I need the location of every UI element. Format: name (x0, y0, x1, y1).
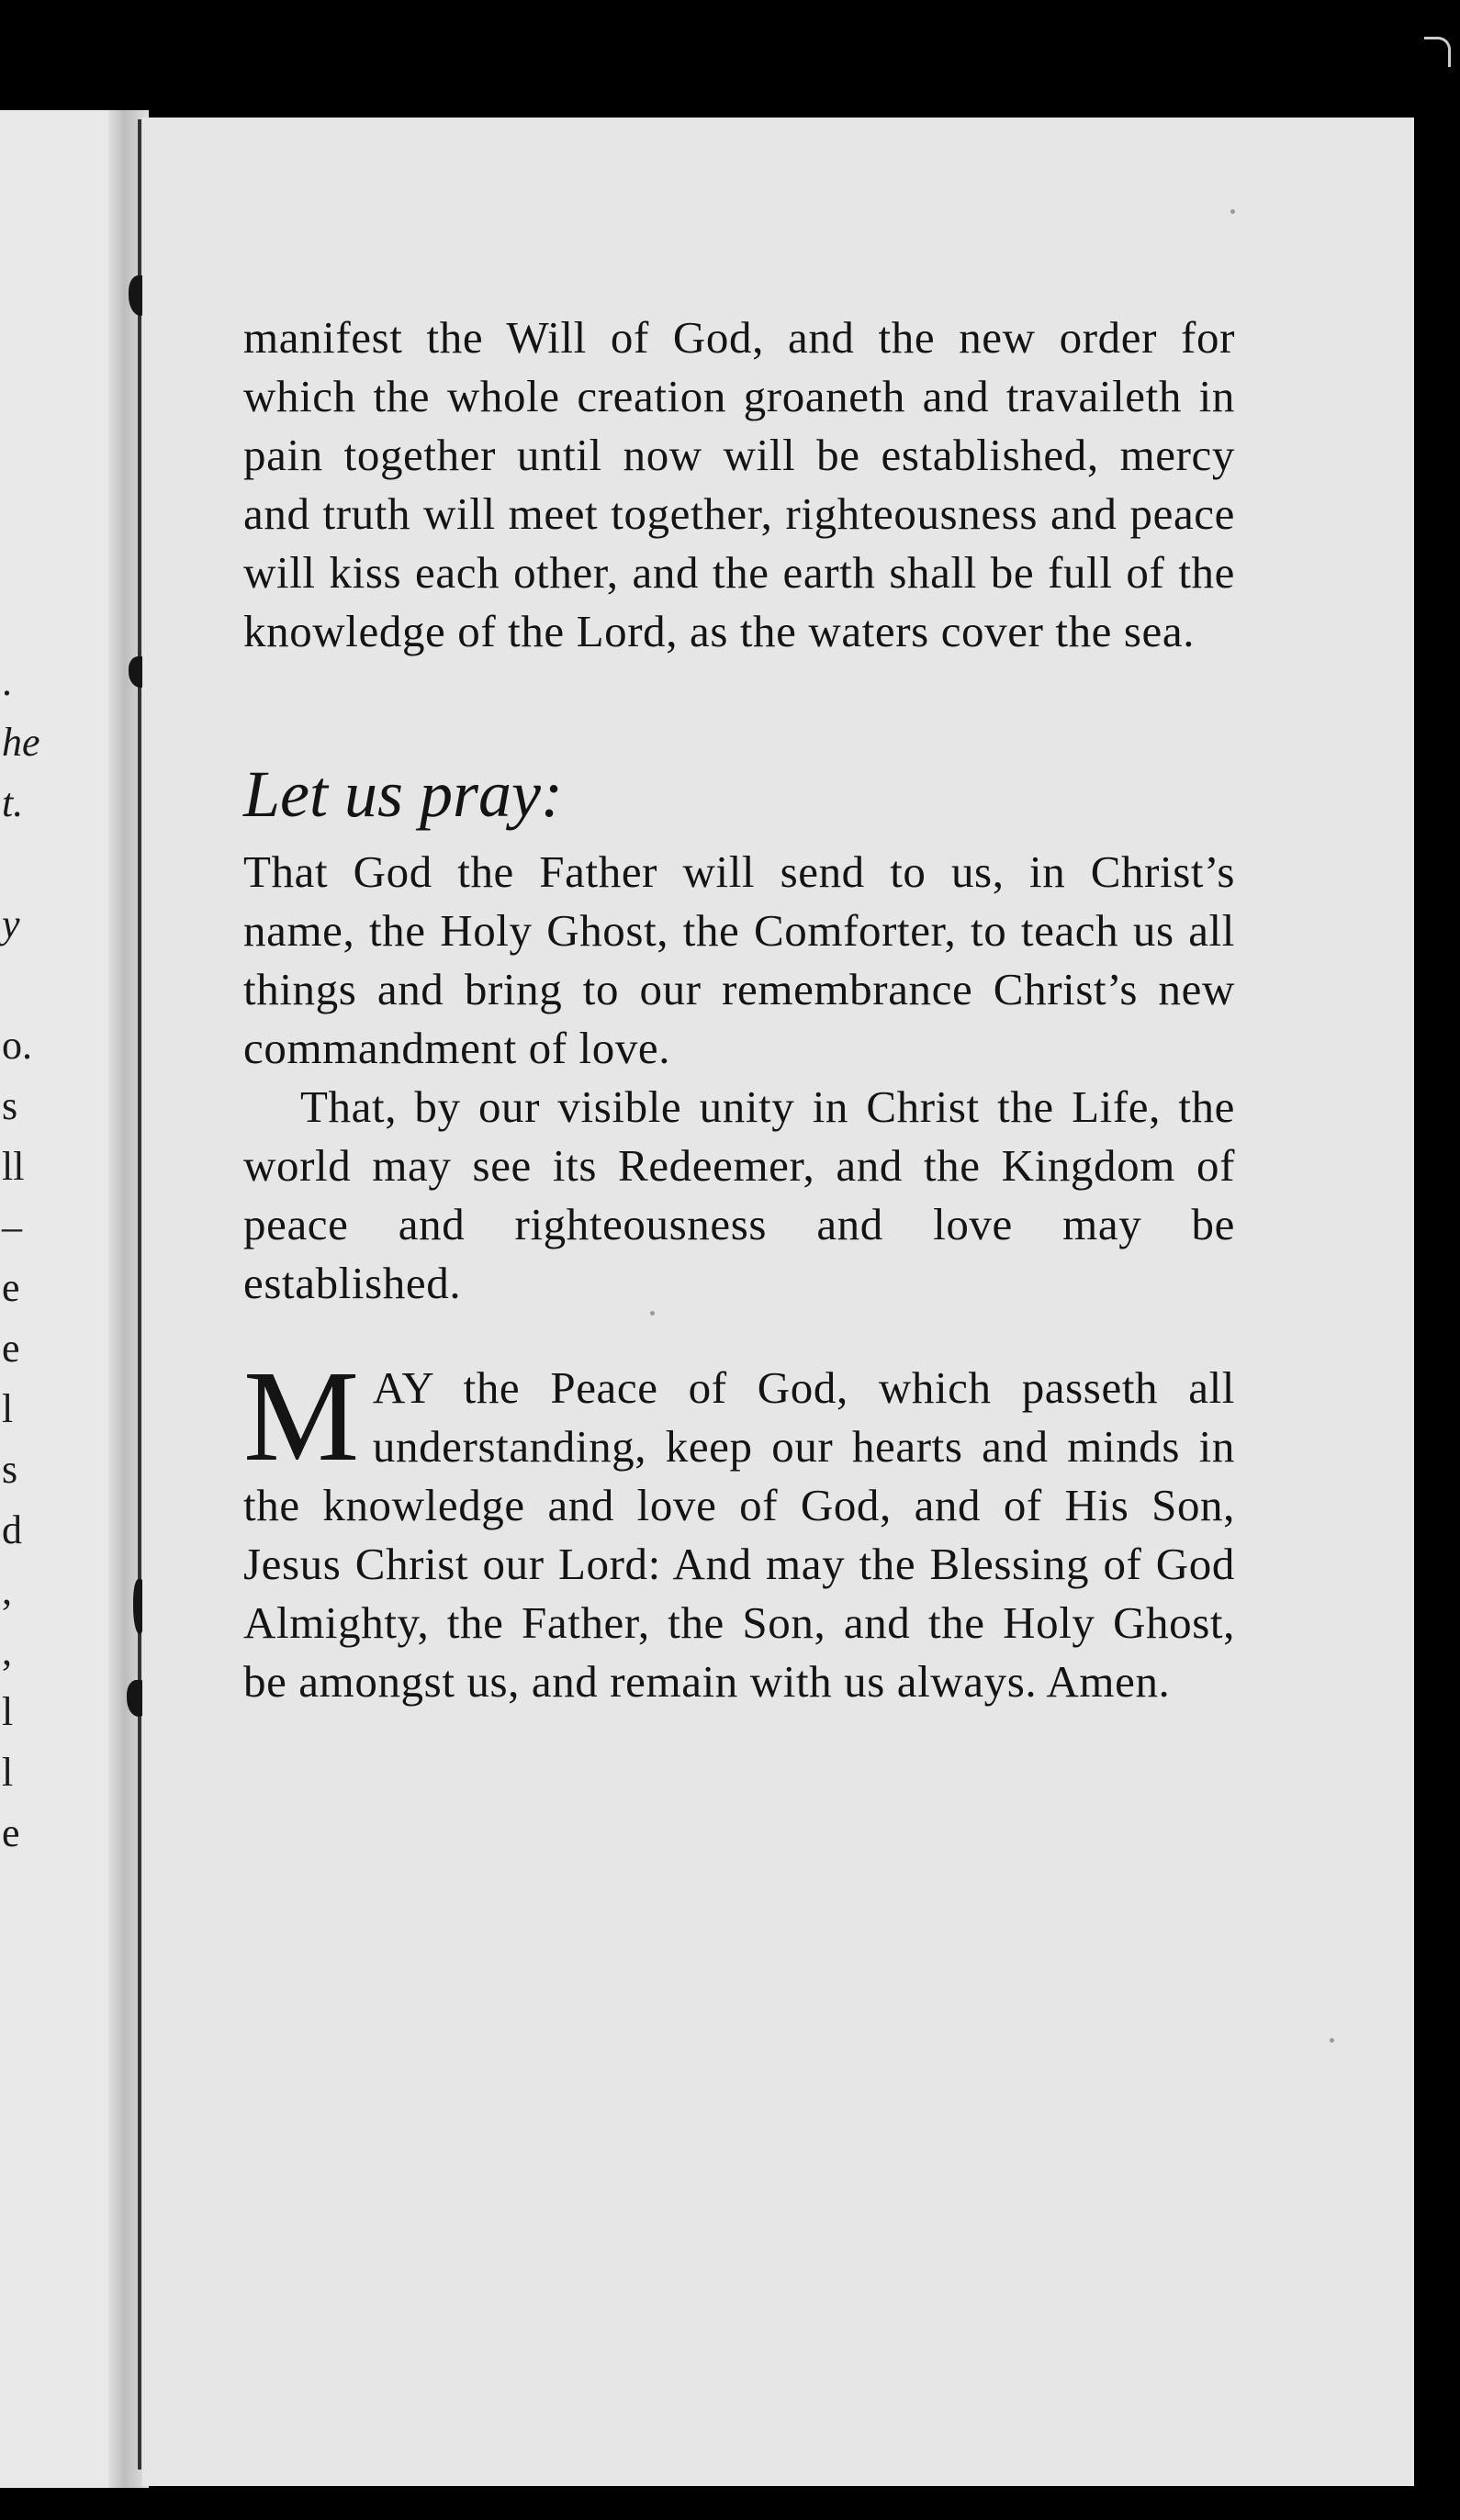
left-fragment: d (2, 1507, 22, 1552)
left-fragment (0, 955, 28, 1015)
prayer-paragraph-1: That God the Father will send to us, in Christ’s name, the Holy Ghost, the Comforter, to teach us all things and bring to our remembrance Christ’s new commandment of love. (243, 846, 1235, 1073)
opening-paragraph-block (243, 308, 1235, 661)
left-fragment: l (2, 1750, 14, 1795)
binding-line (138, 119, 141, 2470)
benediction-paragraph (243, 1343, 1235, 1711)
left-fragment: . (2, 659, 12, 704)
prayer-block (243, 843, 1235, 1313)
left-fragment: – (2, 1204, 22, 1249)
paper-speck (1330, 2038, 1334, 2043)
left-fragment: l (2, 1689, 14, 1734)
left-fragment: s (2, 1447, 18, 1492)
left-fragment: t. (2, 780, 24, 825)
prayer-paragraph-2: That, by our visible unity in Christ the Life, the world may see its Redeemer, and the Kingdom of peace and righteousness and love may be established. (243, 1081, 1235, 1308)
left-fragment: , (2, 1568, 12, 1613)
paper-speck (1230, 209, 1235, 214)
left-fragment (0, 834, 28, 894)
prayer-heading: Let us pray: (243, 757, 563, 831)
left-fragment: y (2, 902, 20, 946)
left-fragment: e (2, 1326, 20, 1371)
left-fragment: ll (2, 1144, 25, 1189)
left-fragment: he (2, 720, 40, 765)
benediction-text: AY the Peace of God, which passeth all understanding, keep our hearts and minds in the knowledge and love of God, and of His Son, Jesus Christ our Lord: And may the Blessing of God Almighty, the Father, the Son, and the Holy Ghost, be amongst us, and remain with us always. Amen. (243, 1362, 1235, 1707)
book-page (142, 118, 1414, 2486)
benediction-block (243, 1343, 1235, 1711)
drop-cap-initial: M (243, 1343, 360, 1488)
left-fragment: e (2, 1265, 20, 1310)
left-page-text-fragments (0, 652, 40, 1864)
left-fragment: s (2, 1083, 18, 1128)
scan-corner-mark (1424, 37, 1451, 67)
left-fragment: l (2, 1386, 14, 1431)
left-fragment: o. (2, 1023, 32, 1068)
opening-paragraph: manifest the Will of God, and the new order for which the whole creation groaneth and travaileth in pain together until now will be established, mercy and truth will meet together, righteousness and peace will kiss each other, and the earth shall be full of the knowledge of the Lord, as the waters cover the sea. (243, 312, 1235, 656)
left-fragment: e (2, 1810, 20, 1855)
paper-speck (650, 1311, 655, 1316)
left-fragment: , (2, 1629, 12, 1674)
